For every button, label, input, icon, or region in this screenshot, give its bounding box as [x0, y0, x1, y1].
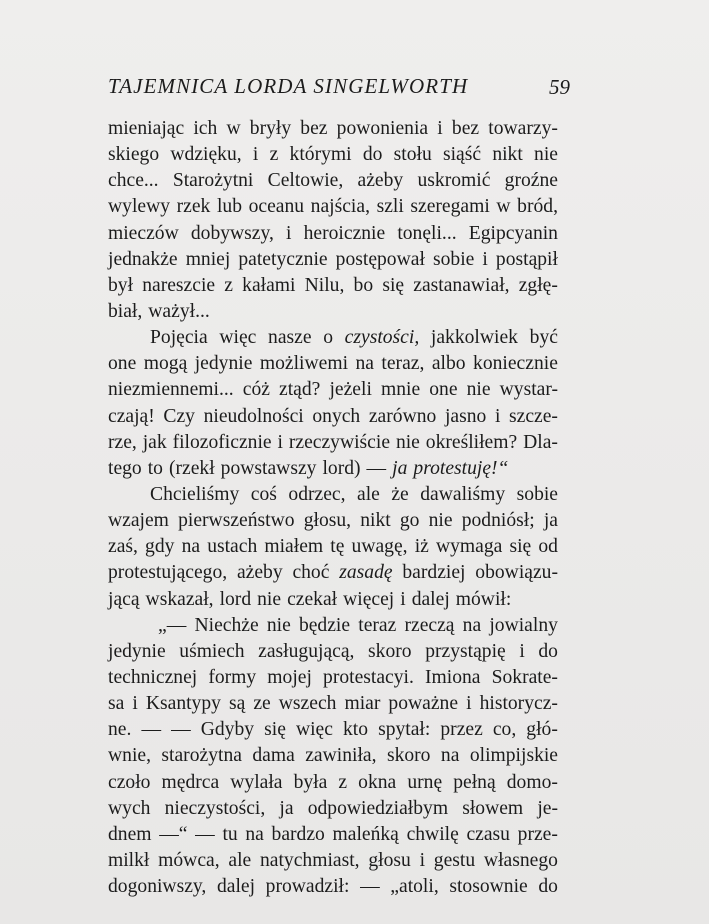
word: jednakże	[108, 248, 178, 270]
word: przez	[440, 719, 483, 741]
word: mówił:	[455, 588, 512, 610]
word: patetycznie	[238, 248, 328, 270]
text-line	[108, 822, 558, 848]
word: postąpił	[495, 248, 558, 270]
word: —	[360, 876, 380, 898]
text-line	[108, 770, 558, 796]
word: i	[482, 248, 488, 270]
word: domo-	[506, 771, 558, 793]
word: wzajem	[108, 510, 169, 532]
word: filozoficznie	[172, 431, 272, 453]
word: mieniając	[108, 118, 185, 139]
word: jowialny	[489, 614, 558, 636]
word: nasze	[268, 327, 312, 349]
word: wylała	[230, 771, 283, 793]
word: się	[509, 536, 532, 558]
word: stosownie	[449, 876, 528, 898]
word: prowadził:	[265, 876, 350, 898]
word: nareszcie	[142, 274, 216, 296]
word: możliwemi	[259, 353, 349, 375]
word: i	[466, 693, 472, 715]
word: jedynie	[194, 353, 253, 375]
word: odpowiedziałbym	[307, 797, 449, 819]
word: technicznej	[108, 666, 198, 688]
word: sobie	[432, 248, 475, 270]
word: są	[228, 693, 246, 715]
word: mieczów	[108, 222, 179, 244]
text-line	[108, 534, 558, 560]
body-text	[108, 116, 558, 900]
word: Nilu,	[304, 274, 345, 296]
word: ważył...	[148, 300, 210, 322]
text-line	[108, 194, 558, 220]
word: one	[108, 353, 137, 375]
word: Egipcyanin	[468, 222, 558, 244]
word: wylewy	[108, 196, 171, 218]
word: okna	[358, 771, 397, 793]
word: z	[269, 144, 279, 166]
word: teraz	[358, 614, 397, 636]
word: stołu	[393, 144, 432, 166]
word: —	[195, 823, 215, 845]
word: go	[399, 510, 420, 532]
word: podniósł;	[461, 510, 535, 532]
word: i	[400, 588, 406, 610]
text-line	[108, 247, 558, 273]
word: coś	[250, 483, 277, 505]
word: czają!	[108, 405, 155, 427]
text-line	[108, 116, 558, 142]
word: ja	[543, 510, 558, 532]
word: miałem	[264, 536, 324, 558]
word: jasno	[444, 405, 487, 427]
word: urnę	[407, 771, 443, 793]
word: biał,	[108, 300, 143, 322]
word: skoro	[368, 640, 412, 662]
word: niezmiennemi...	[108, 379, 234, 401]
word: zasługującą,	[258, 640, 355, 662]
word: i	[132, 693, 138, 715]
word: pierwszeństwo	[178, 510, 295, 532]
word: Ksantypy	[145, 693, 221, 715]
text-line	[108, 377, 558, 403]
word: będzie	[298, 614, 351, 636]
text-line	[108, 325, 558, 351]
word: tę	[330, 536, 345, 558]
word: ze	[253, 693, 271, 715]
word: ażeby	[357, 170, 404, 192]
word: na	[462, 614, 482, 636]
word: się	[382, 274, 405, 296]
word: jedynie	[108, 640, 166, 662]
word: lord)	[322, 457, 361, 479]
text-line	[108, 351, 558, 377]
word: sa	[108, 693, 125, 715]
word: ażeby	[236, 562, 283, 584]
word: mojej	[267, 666, 312, 688]
word: i	[519, 640, 525, 662]
word: i	[437, 118, 443, 139]
word: czasu	[466, 823, 510, 845]
word: Pojęcia	[150, 327, 208, 349]
word: dnem	[108, 823, 152, 845]
word: do	[362, 144, 383, 166]
word: nie	[428, 510, 453, 532]
word: rze,	[108, 431, 137, 453]
word: milkł	[108, 849, 150, 871]
word: więc	[295, 719, 333, 741]
text-line	[108, 848, 558, 874]
text-line	[108, 482, 558, 508]
word: nie	[257, 588, 282, 610]
word: nikt	[492, 144, 523, 166]
word: uwagę,	[351, 536, 408, 558]
word: mówca,	[158, 849, 220, 871]
word: wskazał,	[145, 588, 214, 610]
word: je-	[537, 797, 558, 819]
word: bardzo	[271, 823, 325, 845]
word: „—	[158, 614, 187, 636]
word: nie	[466, 379, 491, 401]
word: szli	[376, 196, 404, 218]
text-line	[108, 665, 558, 691]
word: i	[419, 849, 426, 871]
word: gestu	[433, 849, 476, 871]
word: Celtowie,	[267, 170, 344, 192]
word: do	[538, 640, 558, 662]
word: Niechże	[194, 614, 259, 636]
word: do	[538, 876, 558, 898]
word: dobywszy,	[190, 222, 274, 244]
word: wnie,	[108, 745, 151, 767]
word: zarówno	[368, 405, 437, 427]
word: Imiona	[424, 666, 481, 688]
word: przystąpię	[425, 640, 506, 662]
word: pełną	[453, 771, 496, 793]
word: wymaga	[435, 536, 503, 558]
word: nie	[266, 614, 291, 636]
word: była	[293, 771, 328, 793]
word: jącą	[108, 588, 140, 610]
word: nie	[534, 144, 558, 166]
word: uśmiech	[179, 640, 245, 662]
text-line	[108, 404, 558, 430]
word: głosu	[368, 849, 411, 871]
running-title: TAJEMNICA LORDA SINGELWORTH	[108, 74, 469, 98]
word: był	[108, 274, 134, 296]
text-line	[108, 456, 558, 482]
word: i	[252, 144, 259, 166]
word: lord	[219, 588, 252, 610]
word: bo	[353, 274, 374, 296]
word: formy	[208, 666, 257, 688]
word: głosu,	[303, 510, 352, 532]
word: uskromić	[417, 170, 491, 192]
word: szcze-	[509, 405, 558, 427]
word: onych	[312, 405, 361, 427]
word: tu	[222, 823, 238, 845]
word: starożytna	[161, 745, 242, 767]
word: bardziej	[402, 562, 466, 584]
page-header	[108, 74, 570, 104]
word: wych	[108, 797, 151, 819]
word: mniej	[185, 248, 231, 270]
word: kałami	[242, 274, 296, 296]
word: czoło	[108, 771, 151, 793]
word: mogą	[143, 353, 188, 375]
word: wystar-	[499, 379, 558, 401]
word: nie	[395, 431, 420, 453]
word: koniecznie	[473, 353, 558, 375]
word: że	[391, 483, 409, 505]
word: chce...	[108, 170, 159, 192]
word: skoro	[386, 745, 431, 767]
word: obowiązu-	[475, 562, 558, 584]
word: jakkolwiek	[430, 327, 518, 349]
text-line	[108, 691, 558, 717]
word: poważne	[388, 693, 459, 715]
word: heroicznie	[303, 222, 386, 244]
word: nikt	[360, 510, 391, 532]
word: iż	[414, 536, 429, 558]
word: określiłem?	[425, 431, 518, 453]
word: na	[245, 823, 264, 845]
word: rzeczywiście	[288, 431, 391, 453]
word: i	[277, 431, 283, 453]
word: natychmiast,	[260, 849, 360, 871]
word: siąść	[442, 144, 482, 166]
word: choć	[292, 562, 330, 584]
word: skiego	[108, 144, 160, 166]
text-line	[108, 587, 558, 613]
text-line	[108, 299, 558, 325]
word: —“	[159, 823, 188, 845]
word: „atoli,	[390, 876, 439, 898]
word: spytał:	[378, 719, 431, 741]
word: słowem	[462, 797, 524, 819]
word: zgłę-	[518, 274, 558, 296]
word: więcej	[343, 588, 395, 610]
word: rzek	[176, 196, 211, 218]
text-line	[108, 874, 558, 900]
word: prze-	[517, 823, 558, 845]
text-line	[108, 743, 558, 769]
word: groźne	[504, 170, 558, 192]
text-line	[108, 560, 558, 586]
word: —	[141, 719, 162, 741]
word: ja	[279, 797, 294, 819]
word: najścia,	[310, 196, 370, 218]
word: ne.	[108, 719, 132, 741]
word: bród,	[517, 196, 558, 218]
word: dalej	[411, 588, 450, 610]
word: z	[224, 274, 233, 296]
word: więc	[219, 327, 257, 349]
text-line	[108, 430, 558, 456]
word: cóż	[242, 379, 270, 401]
word: albo	[431, 353, 466, 375]
word: i	[286, 222, 292, 244]
word: one	[429, 379, 458, 401]
word: czekał	[287, 588, 338, 610]
word: i	[494, 405, 501, 427]
word: —	[171, 719, 191, 741]
word: zawiniła,	[305, 745, 377, 767]
page-number: 59	[549, 75, 570, 99]
word: gdy	[145, 536, 175, 558]
word: maleńką	[332, 823, 399, 845]
text-line	[108, 221, 558, 247]
word: w	[226, 118, 241, 139]
word: olimpijskie	[469, 745, 558, 767]
word: ich	[193, 118, 218, 139]
word: tonęli...	[397, 222, 457, 244]
word: protestacyi.	[323, 666, 414, 688]
word: zaś,	[108, 536, 138, 558]
word: mędrca	[161, 771, 220, 793]
word: zasadę	[339, 562, 393, 584]
word: mnie	[380, 379, 421, 401]
word: ale	[228, 849, 252, 871]
word: bez	[300, 118, 328, 139]
word: nieczystości,	[164, 797, 266, 819]
text-line	[108, 639, 558, 665]
word: ustach	[207, 536, 258, 558]
word: Starożytni	[172, 170, 254, 192]
word: powstawszy	[220, 457, 317, 479]
word: Dla-	[523, 431, 558, 453]
word: chwilę	[406, 823, 459, 845]
word: z	[338, 771, 348, 793]
word: Sokrate-	[491, 666, 558, 688]
word: o	[323, 327, 333, 349]
word: tego	[108, 457, 142, 479]
word: dalej	[216, 876, 256, 898]
word: historycz-	[479, 693, 558, 715]
word: na	[355, 353, 374, 375]
word: wszech	[278, 693, 337, 715]
word: dama	[252, 745, 295, 767]
word: co,	[492, 719, 517, 741]
text-line	[108, 508, 558, 534]
word: ale	[357, 483, 380, 505]
text-line	[108, 142, 558, 168]
word: bryły	[249, 118, 292, 139]
word: Gdyby	[200, 719, 255, 741]
word: postępował	[335, 248, 425, 270]
word: jeżeli	[329, 379, 372, 401]
word: towarzy-	[488, 118, 558, 139]
word: —	[366, 457, 387, 479]
word: kto	[342, 719, 369, 741]
word: szeregami	[410, 196, 490, 218]
text-line	[108, 717, 558, 743]
text-line	[108, 796, 558, 822]
word: powonienia	[336, 118, 429, 139]
word: lub	[216, 196, 242, 218]
word: na	[440, 745, 460, 767]
word: od	[538, 536, 558, 558]
word: jak	[142, 431, 167, 453]
word: oceanu	[248, 196, 305, 218]
word: którymi	[289, 144, 352, 166]
text-line	[108, 168, 558, 194]
word: własnego	[483, 849, 558, 871]
word: bez	[451, 118, 480, 139]
word: rzeczą	[404, 614, 455, 636]
word: (rzekł	[168, 457, 215, 479]
word: ja	[392, 457, 408, 479]
word: się	[264, 719, 286, 741]
word: teraz,	[381, 353, 425, 375]
word: odrzec,	[288, 483, 346, 505]
word: dogoniwszy,	[108, 876, 207, 898]
word: w	[496, 196, 511, 218]
word: być	[529, 327, 558, 349]
word: sobie	[516, 483, 558, 505]
word: dawaliśmy	[420, 483, 506, 505]
word: protestuję!“	[413, 457, 509, 479]
word: miar	[344, 693, 381, 715]
word: to	[147, 457, 163, 479]
word: ztąd?	[279, 379, 321, 401]
word: czystości,	[344, 327, 420, 349]
text-line	[108, 273, 558, 299]
word: Czy	[163, 405, 195, 427]
word: zastanawiał,	[413, 274, 510, 296]
word: nieudolności	[203, 405, 304, 427]
word: wdzięku,	[170, 144, 242, 166]
word: na	[181, 536, 201, 558]
text-line	[108, 613, 558, 639]
word: głó-	[526, 719, 558, 741]
word: protestującego,	[108, 562, 228, 584]
word: Chcieliśmy	[150, 483, 240, 505]
